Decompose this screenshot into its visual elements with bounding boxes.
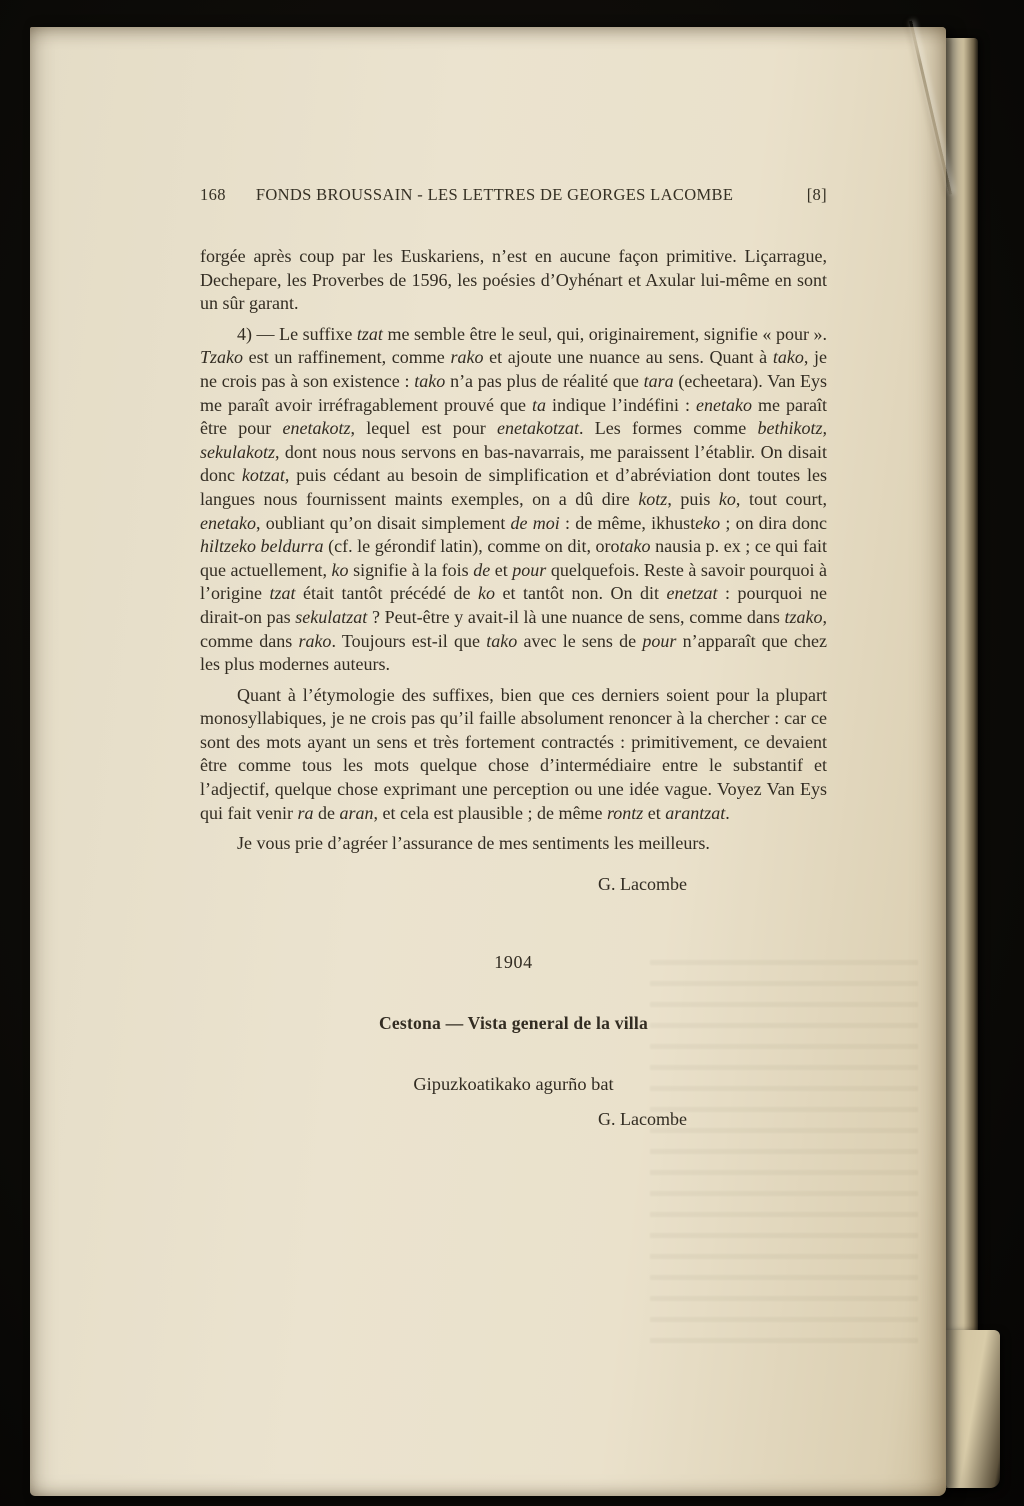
text-run: , puis xyxy=(667,488,719,509)
italic-term: enetzat xyxy=(666,583,718,604)
italic-term: kotz xyxy=(638,488,668,509)
body-paragraph xyxy=(200,245,827,316)
body-paragraph xyxy=(200,832,827,856)
text-run: n’apparaît que chez les plus modernes auteurs. xyxy=(200,630,827,675)
body-paragraph xyxy=(200,684,827,826)
text-run: nausia p. ex ; ce qui fait que actuellement, xyxy=(200,536,827,580)
italic-term: rako xyxy=(450,347,484,368)
text-run: . Toujours est-il que xyxy=(331,630,487,651)
italic-term: kotzat xyxy=(241,465,285,486)
text-run: était tantôt précédé de xyxy=(295,583,478,604)
italic-term: sekulatzat xyxy=(295,606,368,627)
italic-term: de xyxy=(473,559,491,580)
underlying-page-corner xyxy=(946,1330,1000,1488)
page-content xyxy=(200,185,827,1131)
text-run: me paraît être pour xyxy=(200,394,827,439)
signature: G. Lacombe xyxy=(598,873,687,894)
italic-term: de moi xyxy=(510,512,560,533)
text-run: . xyxy=(725,802,730,823)
body-paragraph xyxy=(200,323,827,677)
italic-term: ko xyxy=(718,488,736,509)
italic-term: enetakotzat xyxy=(497,418,579,439)
italic-term: tzat xyxy=(356,323,383,344)
signature-2: G. Lacombe xyxy=(598,1108,687,1129)
italic-term: aran xyxy=(339,802,374,823)
italic-term: enetako xyxy=(696,394,752,415)
italic-term: ko xyxy=(477,583,495,604)
text-run: et xyxy=(643,802,666,823)
text-run: indique l’indéfini : xyxy=(545,394,697,415)
text-run: avec le sens de xyxy=(517,630,643,651)
text-run: signifie à la fois xyxy=(348,559,474,580)
italic-term: ko xyxy=(331,559,349,580)
text-run: de xyxy=(313,802,340,823)
italic-term: rako xyxy=(298,630,332,651)
text-run: , comme dans xyxy=(200,606,827,651)
photo-caption-title: Cestona — Vista general de la villa xyxy=(379,1012,648,1033)
text-run: , tout court, xyxy=(735,488,827,509)
italic-term: tako xyxy=(619,536,651,557)
text-run: n’a pas plus de réalité que xyxy=(445,370,644,391)
year-heading: 1904 xyxy=(494,951,533,972)
italic-term: tzako xyxy=(784,606,823,627)
italic-term: eko xyxy=(695,512,721,533)
text-run: Je vous prie d’agréer l’assurance de mes sentiments les meilleurs. xyxy=(237,833,710,854)
page-number: 168 xyxy=(200,185,226,204)
italic-term: arantzat xyxy=(665,802,726,823)
italic-term: tako xyxy=(486,630,518,651)
text-run: ? Peut-être y avait-il là une nuance de sens, comme dans xyxy=(367,606,785,627)
italic-term: Tzako xyxy=(200,347,244,368)
photo-caption-subtitle: Gipuzkoatikako agurño bat xyxy=(413,1073,614,1094)
italic-term: hiltzeko beldurra xyxy=(200,536,324,557)
text-run: et tantôt non. On dit xyxy=(494,583,667,604)
text-run: . Les formes comme xyxy=(579,418,758,439)
text-run: me semble être le seul, qui, originairement, signifie « pour ». xyxy=(382,323,828,344)
italic-term: pour xyxy=(642,630,677,651)
text-run: est un raffinement, comme xyxy=(243,347,451,368)
text-run: Quant à l’étymologie des suffixes, bien que ces derniers soient pour la plupart monosyllabiques, je ne crois pas qu’il faille absolument renoncer à la chercher : car ce sont des mots ayant un sens et très fortement contractés : primitivement, ce devaient être comme tous les mots quelque chose d’intermédiaire entre le substantif et l’adjectif, quelque chose exprimant une perception ou une idée vague. Voyez Van Eys qui fait venir xyxy=(200,684,827,823)
italic-term: ta xyxy=(531,394,546,415)
underlying-page-edge xyxy=(942,38,978,1488)
header-title: FONDS BROUSSAIN - LES LETTRES DE GEORGES LACOMBE xyxy=(255,185,734,204)
text-run: quelquefois. Reste à savoir pourquoi à l’origine xyxy=(200,559,827,604)
text-run: : pourquoi ne dirait-on pas xyxy=(200,583,828,627)
italic-term: ra xyxy=(297,802,314,823)
italic-term: bethikotz, sekulakotz xyxy=(200,418,828,462)
italic-term: tako xyxy=(772,347,804,368)
text-run: : de même, ikhust xyxy=(559,512,696,533)
text-run: , oubliant qu’on disait simplement xyxy=(255,512,511,533)
text-run: et ajoute une nuance au sens. Quant à xyxy=(483,347,773,368)
letter-body xyxy=(200,245,827,856)
italic-term: tako xyxy=(414,370,446,391)
corner-fold-crease xyxy=(909,21,952,195)
italic-term: tzat xyxy=(269,583,296,604)
text-run: , et cela est plausible ; de même xyxy=(373,802,607,823)
text-run: , je ne crois pas à son existence : xyxy=(200,347,827,391)
text-run: , dont nous nous servons en bas-navarrais, me paraissent l’établir. On disait donc xyxy=(200,441,827,486)
text-run: 4) — Le suffixe xyxy=(237,323,357,344)
italic-term: enetakotz xyxy=(282,418,351,439)
text-run: (echeetara). Van Eys me paraît avoir irréfragablement prouvé que xyxy=(200,370,827,415)
italic-term: tara xyxy=(643,370,674,391)
italic-term: rontz xyxy=(606,802,644,823)
text-run: , puis cédant au besoin de simplification et d’abréviation dont toutes les langues nous fournissent maints exemples, on a dû dire xyxy=(200,465,827,509)
italic-term: pour xyxy=(512,559,547,580)
text-run: (cf. le gérondif latin), comme on dit, oro xyxy=(323,536,620,557)
text-run: ; on dira donc xyxy=(720,512,827,533)
text-run: , lequel est pour xyxy=(350,418,498,439)
text-run: forgée après coup par les Euskariens, n’est en aucune façon primitive. Liçarrague, Dechepare, les Proverbes de 1596, les poésies d’Oyhénart et Axular lui-même en sont un sûr garant. xyxy=(200,246,827,314)
italic-term: enetako xyxy=(200,512,256,533)
book-page xyxy=(30,27,946,1496)
header-issue-number: [8] xyxy=(806,185,827,204)
page-header xyxy=(200,185,827,205)
text-run: et xyxy=(490,559,513,580)
